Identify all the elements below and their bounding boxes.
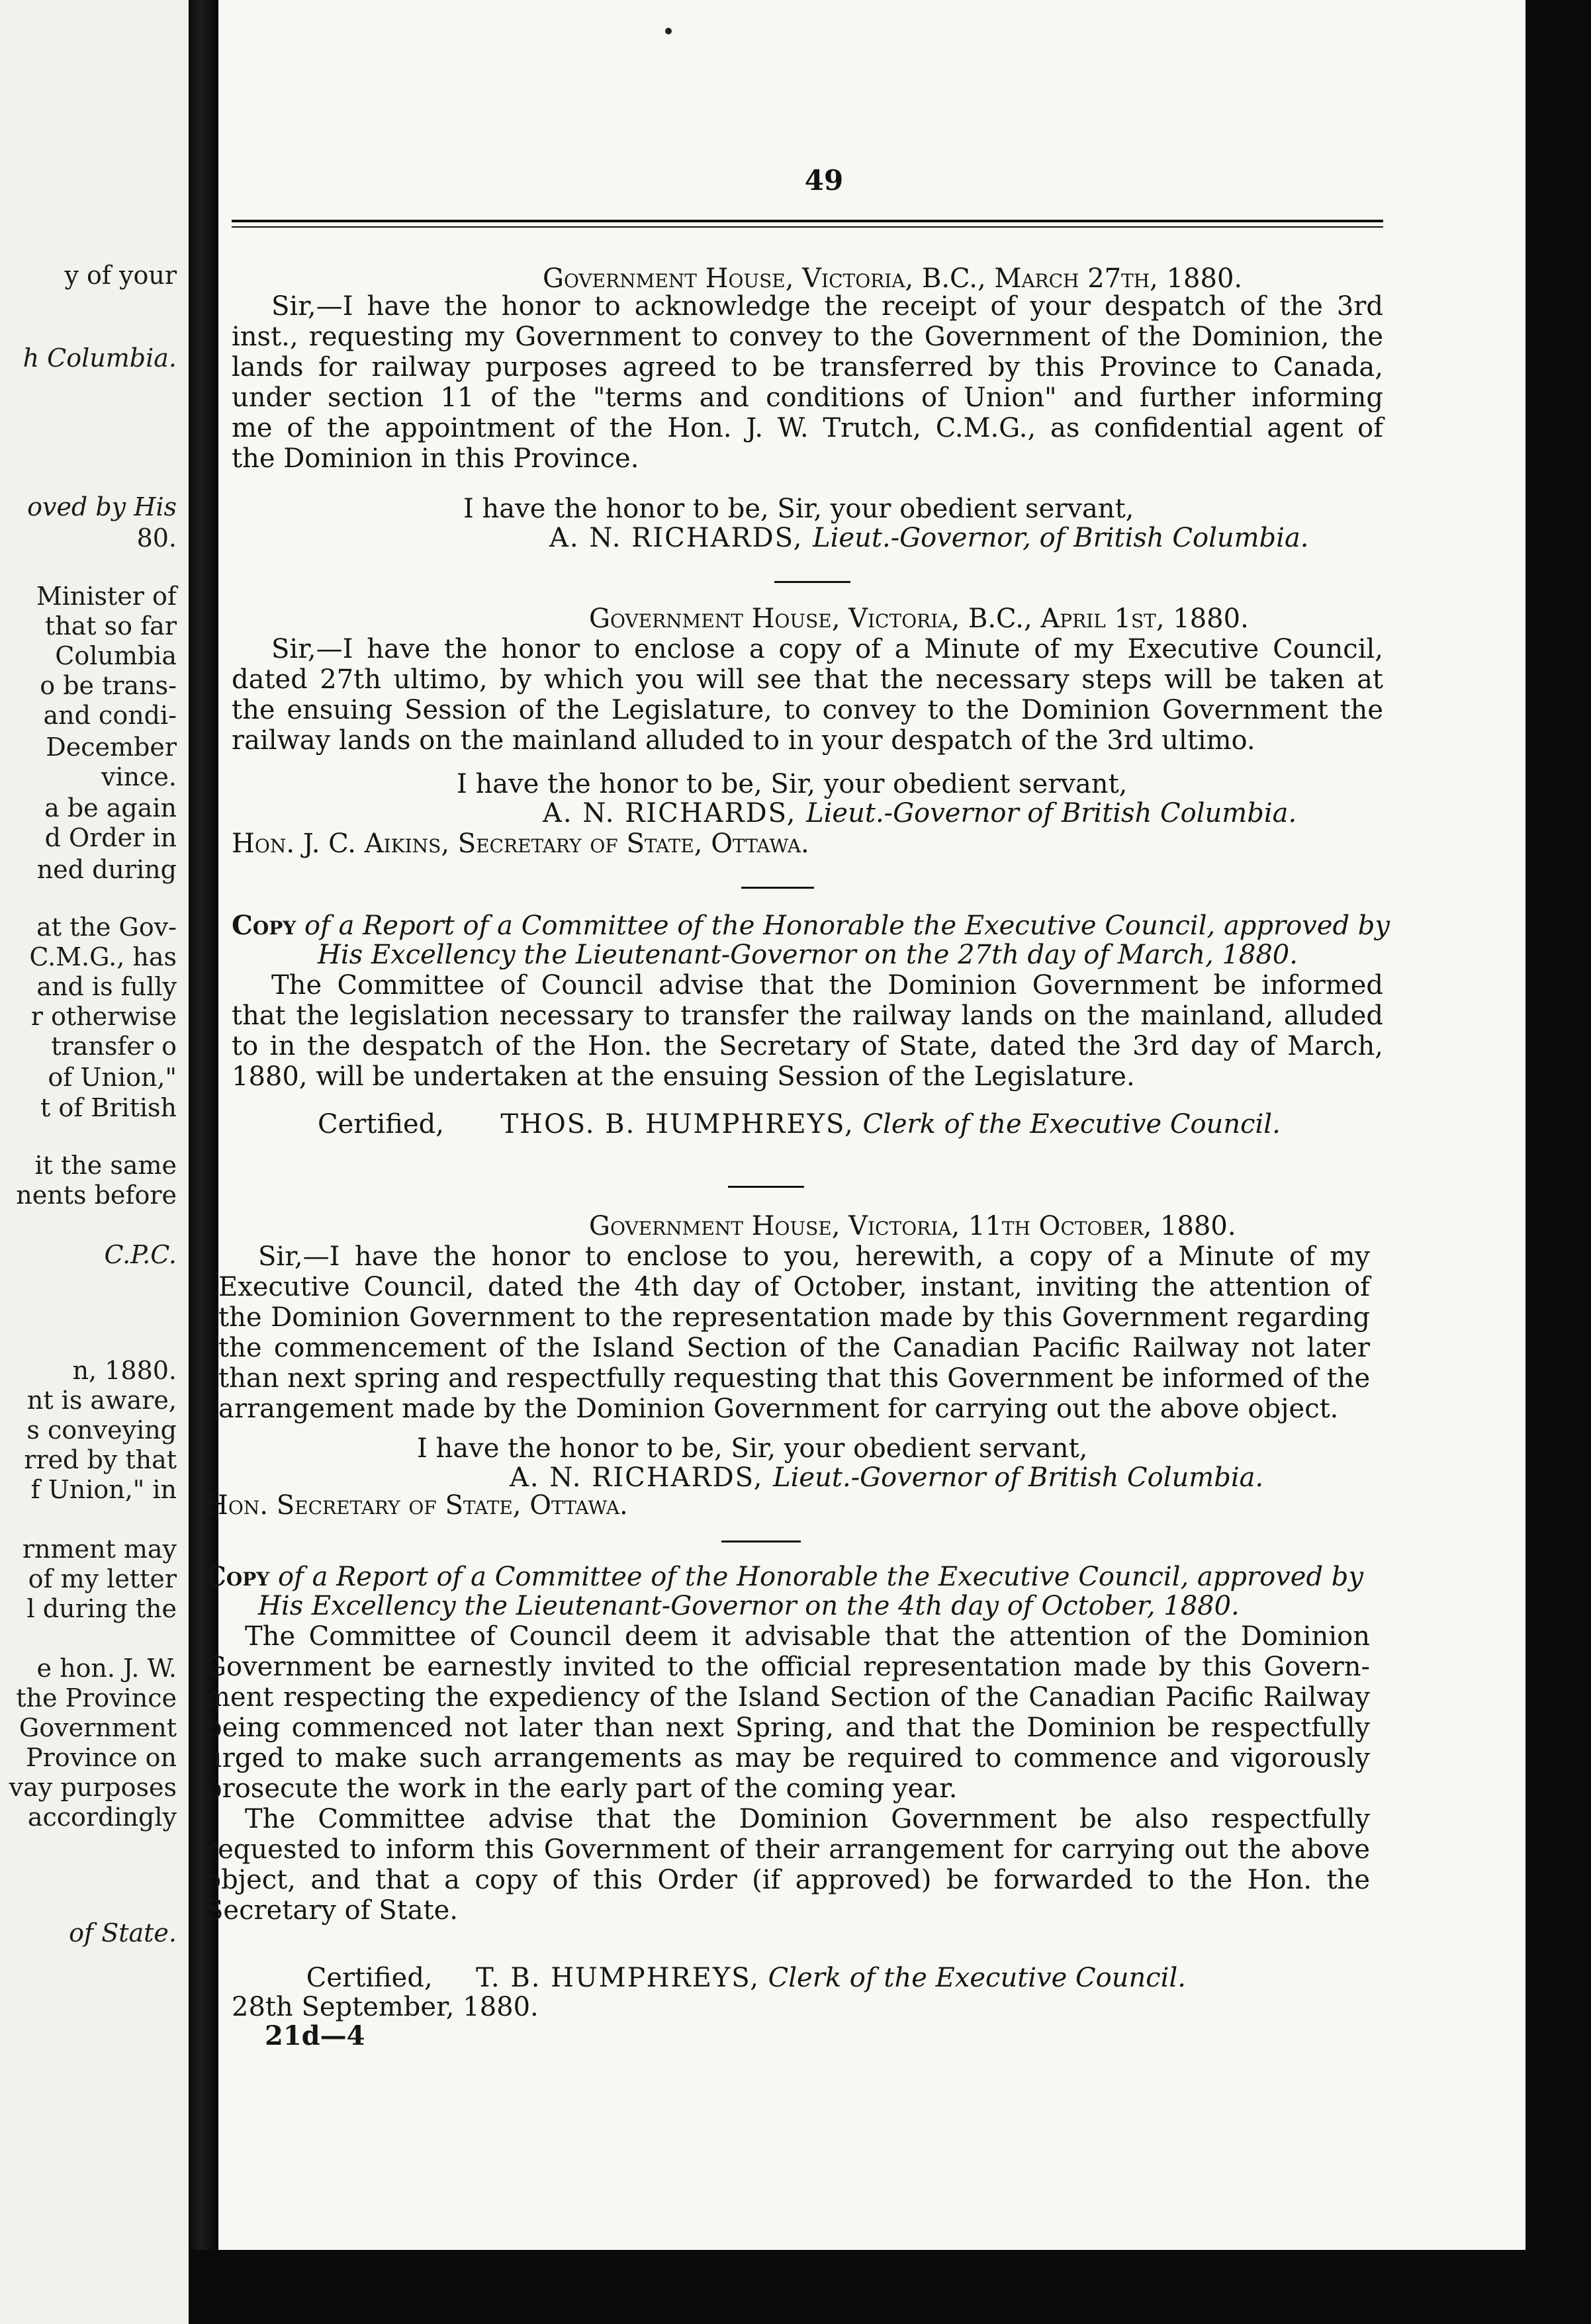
body-line: The Committee of Council advise that the Dominion Government be informed — [271, 970, 1383, 1001]
report2-date: 28th September, 1880. — [232, 1992, 539, 2022]
letter3-signer-name: A. N. RICHARDS, — [510, 1462, 764, 1493]
left-page-text-fragment: accordingly — [27, 1803, 177, 1832]
header-rule-thin — [232, 226, 1383, 228]
letter2-closing: I have the honor to be, Sir, your obedient servant, — [457, 769, 1128, 799]
left-page-text-fragment: nents before — [16, 1181, 177, 1210]
letter3-signer — [510, 1462, 1263, 1493]
report2-title-line1: of a Report of a Committee of the Honorable the Executive Council, approved by — [278, 1562, 1363, 1592]
document-page — [205, 0, 1525, 2250]
left-page-text-fragment: vay purposes — [9, 1773, 177, 1802]
report2-certification — [238, 1963, 1186, 1993]
letter1-closing: I have the honor to be, Sir, your obedient servant, — [463, 494, 1134, 524]
body-line: me of the appointment of the Hon. J. W. Trutch, C.M.G., as confidential agent of — [232, 413, 1383, 443]
body-line: The Committee advise that the Dominion Government be also respectfully — [245, 1804, 1370, 1834]
body-line: the ensuing Session of the Legislature, to convey to the Dominion Government the — [232, 695, 1383, 725]
body-line: The Committee of Council deem it advisable that the attention of the Dominion — [245, 1621, 1370, 1652]
body-line: dated 27th ultimo, by which you will see that the necessary steps will be taken at — [232, 664, 1383, 695]
page-number: 49 — [804, 164, 844, 197]
body-line: Sir,—I have the honor to enclose to you, herewith, a copy of a Minute of my — [258, 1241, 1370, 1272]
left-page-text-fragment: Province on — [26, 1743, 177, 1772]
body-line: the commencement of the Island Section of the Canadian Pacific Railway not later — [218, 1333, 1370, 1363]
report2-clerk-title: Clerk of the Executive Council. — [768, 1963, 1186, 1993]
scan-border — [189, 2250, 1525, 2324]
section-divider — [721, 1541, 801, 1542]
letter2-addressee: Hon. J. C. Aikins, Secretary of State, Ottawa. — [232, 828, 809, 859]
letter2-signer-name: A. N. RICHARDS, — [543, 798, 797, 828]
letter1-signer-title: Lieut.-Governor, of British Columbia. — [813, 523, 1309, 553]
report2-title — [205, 1562, 1370, 1592]
body-line: lands for railway purposes agreed to be transferred by this Province to Canada, — [232, 352, 1383, 382]
report2-clerk-name: T. B. HUMPHREYS, — [476, 1963, 760, 1993]
left-page-text-fragment: r otherwise — [30, 1002, 177, 1031]
body-line: than next spring and respectfully requesting that this Government be informed of the — [218, 1363, 1371, 1394]
body-line: the Dominion Government to the representation made by this Government regarding — [218, 1302, 1370, 1333]
body-line: to in the despatch of the Hon. the Secretary of State, dated the 3rd day of March, — [232, 1031, 1383, 1061]
body-line: Sir,—I have the honor to acknowledge the receipt of your despatch of the 3rd — [271, 291, 1383, 322]
report1-copy-word: Copy — [232, 910, 296, 941]
section-divider — [741, 887, 814, 889]
letter1-signer-name: A. N. RICHARDS, — [549, 523, 803, 553]
report1-title-line2: His Excellency the Lieutenant-Governor on the 27th day of March, 1880. — [318, 940, 1298, 970]
left-page-text-fragment: transfer o — [51, 1032, 177, 1061]
left-page-text-fragment: it the same — [34, 1151, 177, 1180]
letter3-heading: Government House, Victoria, 11th October, 1880. — [589, 1211, 1236, 1241]
left-page-text-fragment: of Union," — [48, 1063, 177, 1092]
left-page-text-fragment: and is fully — [36, 972, 177, 1001]
left-page-text-fragment: n, 1880. — [72, 1356, 177, 1385]
body-line: Sir,—I have the honor to enclose a copy of a Minute of my Executive Council, — [271, 634, 1383, 664]
body-line: that the legislation necessary to transfer the railway lands on the mainland, alluded — [232, 1001, 1383, 1031]
body-line: urged to make such arrangements as may be required to commence and vigorously — [205, 1743, 1370, 1773]
letter2-heading: Government House, Victoria, B.C., April 1st, 1880. — [589, 603, 1249, 634]
report2-certified: Certified, — [306, 1963, 433, 1993]
section-divider — [728, 1186, 804, 1188]
left-page-text-fragment: o be trans- — [40, 671, 177, 700]
letter1-heading: Government House, Victoria, B.C., March 27th, 1880. — [543, 263, 1243, 294]
left-page-text-fragment: y of your — [64, 261, 177, 290]
left-page-text-fragment: of my letter — [28, 1564, 177, 1593]
report1-clerk-title: Clerk of the Executive Council. — [862, 1109, 1281, 1140]
left-page-fragment — [0, 0, 189, 2324]
left-page-text-fragment: C.M.G., has — [29, 942, 177, 971]
left-page-text-fragment: Government — [19, 1713, 177, 1742]
left-page-text-fragment: e hon. J. W. — [36, 1654, 177, 1683]
letter3-closing: I have the honor to be, Sir, your obedient servant, — [417, 1433, 1088, 1464]
book-gutter — [189, 0, 218, 2324]
report1-title-line1: of a Report of a Committee of the Honorable the Executive Council, approved by — [304, 911, 1390, 941]
letter3-addressee: Hon. Secretary of State, Ottawa. — [205, 1490, 628, 1521]
left-page-text-fragment: s conveying — [26, 1415, 177, 1445]
speck-mark — [665, 28, 672, 34]
body-line: prosecute the work in the early part of the coming year. — [205, 1773, 958, 1804]
left-page-text-fragment: Columbia — [55, 641, 177, 670]
left-page-text-fragment: at the Gov- — [36, 913, 177, 942]
report2-copy-word: Copy — [205, 1561, 270, 1592]
left-page-text-fragment: December — [46, 733, 177, 762]
body-line: arrangement made by the Dominion Government for carrying out the above object. — [218, 1394, 1339, 1424]
left-page-text-fragment: rnment may — [22, 1535, 177, 1564]
body-line: 1880, will be undertaken at the ensuing Session of the Legislature. — [232, 1061, 1135, 1092]
section-divider — [774, 581, 850, 583]
body-line: being commenced not later than next Spring, and that the Dominion be respectfully — [205, 1713, 1370, 1743]
left-page-text-fragment: of State. — [69, 1918, 177, 1947]
body-line: Government be earnestly invited to the official representation made by this Govern- — [205, 1652, 1370, 1682]
body-line: ment respecting the expediency of the Island Section of the Canadian Pacific Railway — [205, 1682, 1370, 1713]
left-page-text-fragment: l during the — [26, 1594, 177, 1623]
body-line: Secretary of State. — [205, 1895, 459, 1926]
body-line: Executive Council, dated the 4th day of October, instant, inviting the attention of — [218, 1272, 1370, 1302]
left-page-text-fragment: Minister of — [36, 582, 177, 611]
body-line: inst., requesting my Government to convey to the Government of the Dominion, the — [232, 322, 1383, 352]
header-rule — [232, 220, 1383, 222]
left-page-text-fragment: a be again — [44, 793, 177, 823]
left-page-text-fragment: vince. — [101, 762, 177, 791]
signature-mark: 21d—4 — [265, 2020, 365, 2051]
report1-certification — [318, 1109, 1281, 1140]
left-page-text-fragment: ned during — [36, 855, 177, 884]
left-page-text-fragment: 80. — [136, 523, 177, 553]
body-line: under section 11 of the "terms and conditions of Union" and further informing — [232, 382, 1383, 413]
report1-certified: Certified, — [318, 1109, 444, 1140]
page-edge — [1525, 0, 1591, 2324]
letter1-signer — [549, 523, 1309, 553]
body-line: railway lands on the mainland alluded to in your despatch of the 3rd ultimo. — [232, 725, 1255, 756]
left-page-text-fragment: t of British — [40, 1093, 177, 1122]
report2-title-line2: His Excellency the Lieutenant-Governor on the 4th day of October, 1880. — [258, 1591, 1240, 1621]
letter2-signer-title: Lieut.-Governor of British Columbia. — [806, 798, 1297, 828]
body-line: requested to inform this Government of their arrangement for carrying out the above — [205, 1834, 1370, 1865]
left-page-text-fragment: nt is aware, — [26, 1386, 177, 1415]
left-page-text-fragment: and condi- — [43, 701, 177, 730]
left-page-text-fragment: the Province — [16, 1683, 177, 1713]
left-page-text-fragment: d Order in — [44, 823, 177, 852]
left-page-text-fragment: that so far — [44, 611, 177, 641]
body-line: object, and that a copy of this Order (if approved) be forwarded to the Hon. the — [205, 1865, 1370, 1895]
body-line: the Dominion in this Province. — [232, 443, 639, 474]
left-page-text-fragment: f Union," in — [30, 1475, 177, 1504]
letter3-signer-title: Lieut.-Governor of British Columbia. — [773, 1462, 1264, 1493]
left-page-text-fragment: C.P.C. — [104, 1240, 177, 1269]
left-page-text-fragment: oved by His — [27, 492, 177, 521]
report1-clerk-name: THOS. B. HUMPHREYS, — [500, 1109, 854, 1140]
report1-title — [232, 910, 1390, 941]
letter2-signer — [543, 798, 1296, 828]
left-page-text-fragment: rred by that — [24, 1445, 177, 1474]
left-page-text-fragment: h Columbia. — [23, 343, 177, 373]
